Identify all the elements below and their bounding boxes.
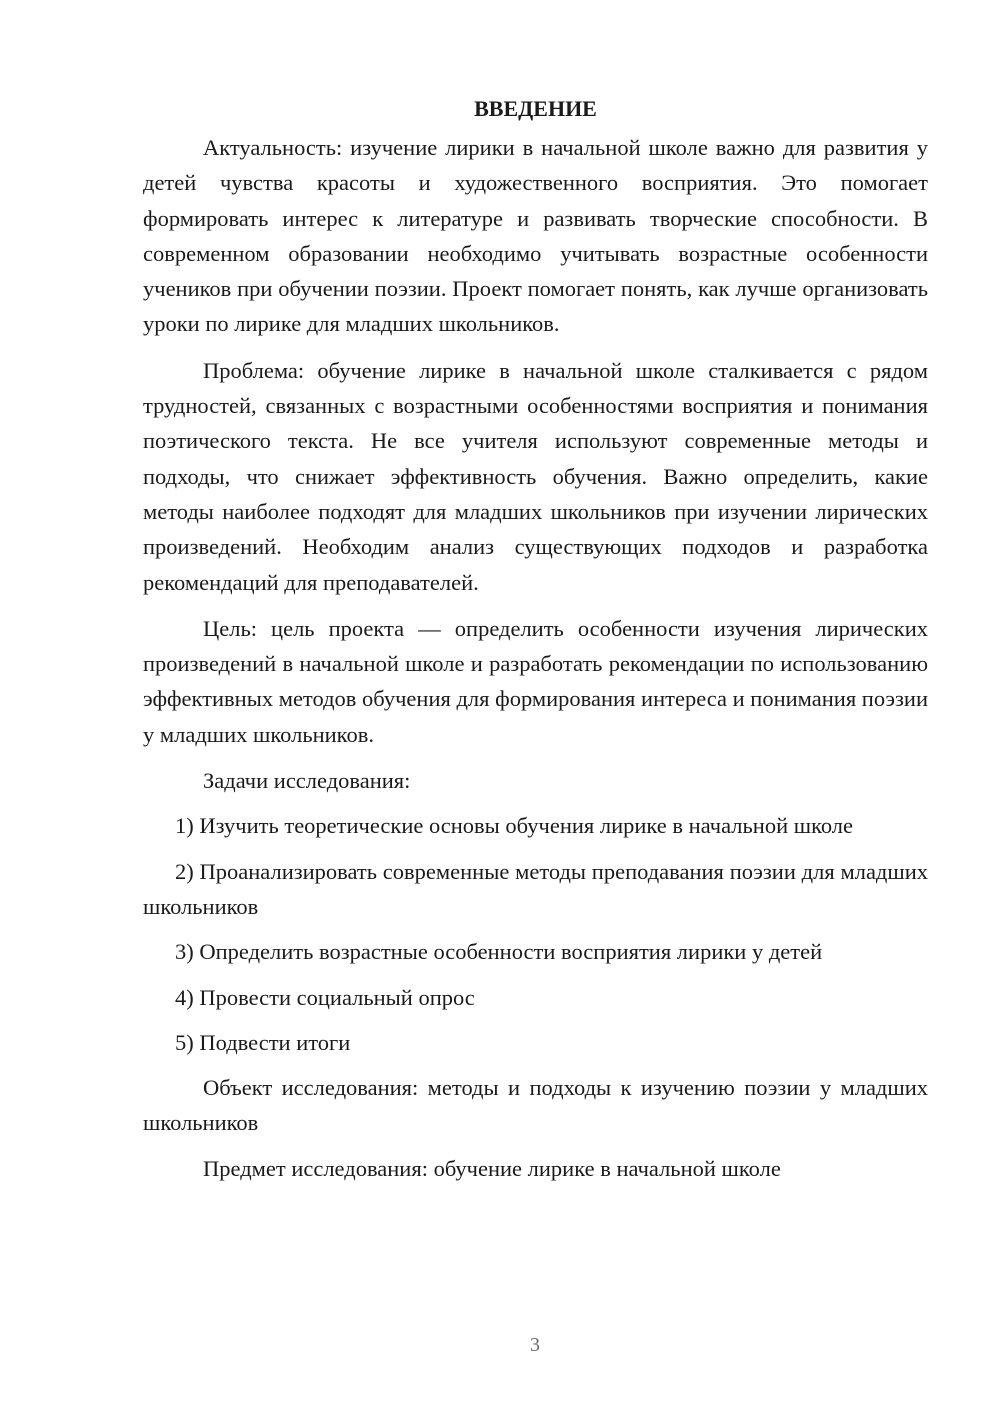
task-item-1: 1) Изучить теоретические основы обучения лирике в начальной школе	[175, 813, 854, 839]
tasks-heading: Задачи исследования:	[203, 768, 411, 794]
task-item-4: 4) Провести социальный опрос	[175, 984, 475, 1010]
page-title: ВВЕДЕНИЕ	[474, 96, 597, 121]
goal-paragraph: Цель: цель проекта — определить особенности изучения лирических произведений в начальной школе и разработать рекомендации по использованию эффективных методов обучения для формирования интереса и понимания поэзии у младших школьников.	[143, 615, 928, 747]
subject-paragraph: Предмет исследования: обучение лирике в начальной школе	[203, 1155, 781, 1181]
task-item-2: 2) Проанализировать современные методы преподавания поэзии для младших школьников	[143, 858, 928, 919]
task-item-3: 3) Определить возрастные особенности восприятия лирики у детей	[175, 939, 823, 965]
page-number: 3	[530, 1334, 540, 1356]
page-body	[143, 92, 928, 1186]
problem-paragraph: Проблема: обучение лирике в начальной школе сталкивается с рядом трудностей, связанных с возрастными особенностями восприятия и понимания поэтического текста. Не все учителя используют современные методы и подходы, что снижает эффективность обучения. Важно определить, какие методы наиболее подходят для младших школьников при изучении лирических произведений. Необходим анализ существующих подходов и разработка рекомендаций для преподавателей.	[143, 357, 928, 595]
task-item-5: 5) Подвести итоги	[175, 1029, 351, 1055]
object-paragraph: Объект исследования: методы и подходы к изучению поэзии у младших школьников	[143, 1075, 928, 1136]
relevance-paragraph: Актуальность: изучение лирики в начальной школе важно для развития у детей чувства красоты и художественного восприятия. Это помогает формировать интерес к литературе и развивать творческие способности. В современном образовании необходимо учитывать возрастные особенности учеников при обучении поэзии. Проект помогает понять, как лучше организовать уроки по лирике для младших школьников.	[143, 135, 928, 337]
